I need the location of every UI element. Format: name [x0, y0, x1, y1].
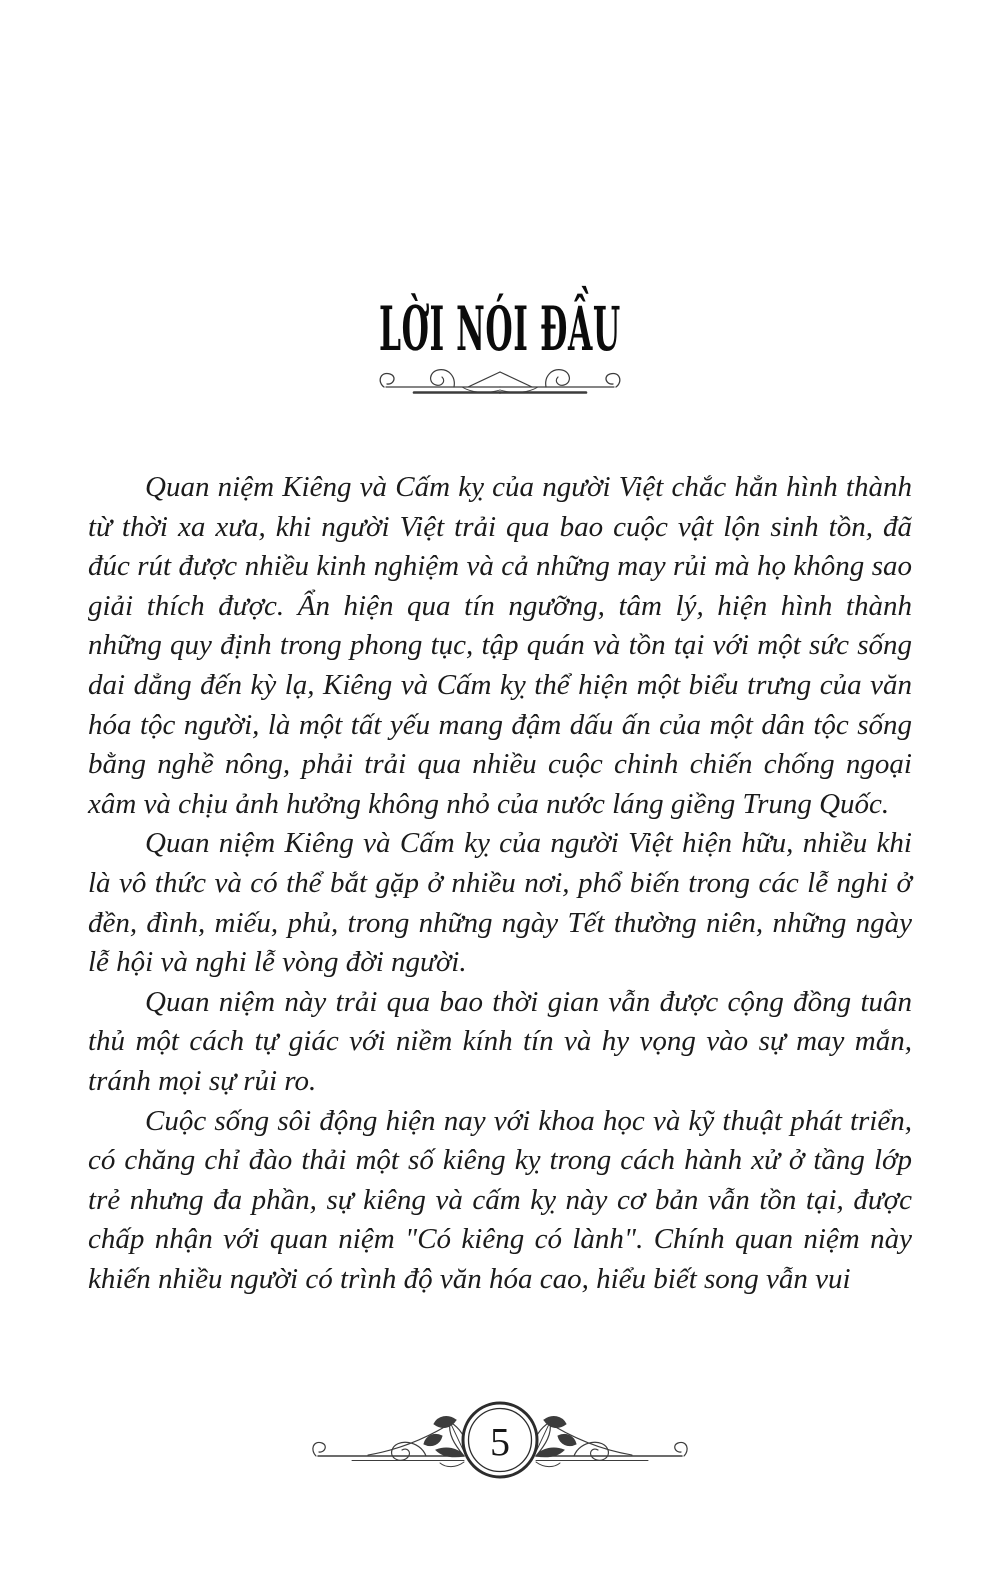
page-title — [0, 293, 1000, 365]
preface-paragraph-3: Quan niệm này trải qua bao thời gian vẫn được cộng đồng tuân thủ một cách tự giác với niềm kính tín và hy vọng vào sự may mắn, tránh mọi sự rủi ro. — [88, 985, 912, 1097]
page-footer — [0, 1392, 1000, 1498]
flourish-divider-icon — [376, 360, 624, 404]
preface-paragraph-1: Quan niệm Kiêng và Cấm kỵ của người Việt chắc hẳn hình thành từ thời xa xưa, khi người Việt trải qua bao cuộc vật lộn sinh tồn, đã đúc rút được nhiều kinh nghiệm và cả những may rủi mà họ không sao giải thích được. Ẩn hiện qua tín ngưỡng, tâm lý, hiện hình thành những quy định trong phong tục, tập quán và tồn tại với một sức sống dai dẳng đến kỳ lạ, Kiêng và Cấm kỵ thể hiện một biểu trưng của văn hóa tộc người, là một tất yếu mang đậm dấu ấn của một dân tộc sống bằng nghề nông, phải trải qua nhiều cuộc chinh chiến chống ngoại xâm và chịu ảnh hưởng không nhỏ của nước láng giềng Trung Quốc. — [88, 471, 912, 820]
preface-paragraph-4: Cuộc sống sôi động hiện nay với khoa học và kỹ thuật phát triển, có chăng chỉ đào thải một số kiêng kỵ trong cách hành xử ở tầng lớp trẻ nhưng đa phần, sự kiêng và cấm kỵ này cơ bản vẫn tồn tại, được chấp nhận với quan niệm "Có kiêng có lành". Chính quan niệm này khiến nhiều người có trình độ văn hóa cao, hiểu biết song vẫn vui — [88, 1104, 912, 1295]
page-number: 5 — [490, 1419, 510, 1465]
preface-body — [88, 468, 912, 1299]
preface-paragraph-2: Quan niệm Kiêng và Cấm kỵ của người Việt hiện hữu, nhiều khi là vô thức và có thể bắt gặp ở nhiều nơi, phổ biến trong các lễ nghi ở đền, đình, miếu, phủ, trong những ngày Tết thường niên, những ngày lễ hội và nghi lễ vòng đời người. — [88, 827, 912, 979]
page-title-text: LỜI NÓI ĐẦU — [379, 293, 621, 365]
